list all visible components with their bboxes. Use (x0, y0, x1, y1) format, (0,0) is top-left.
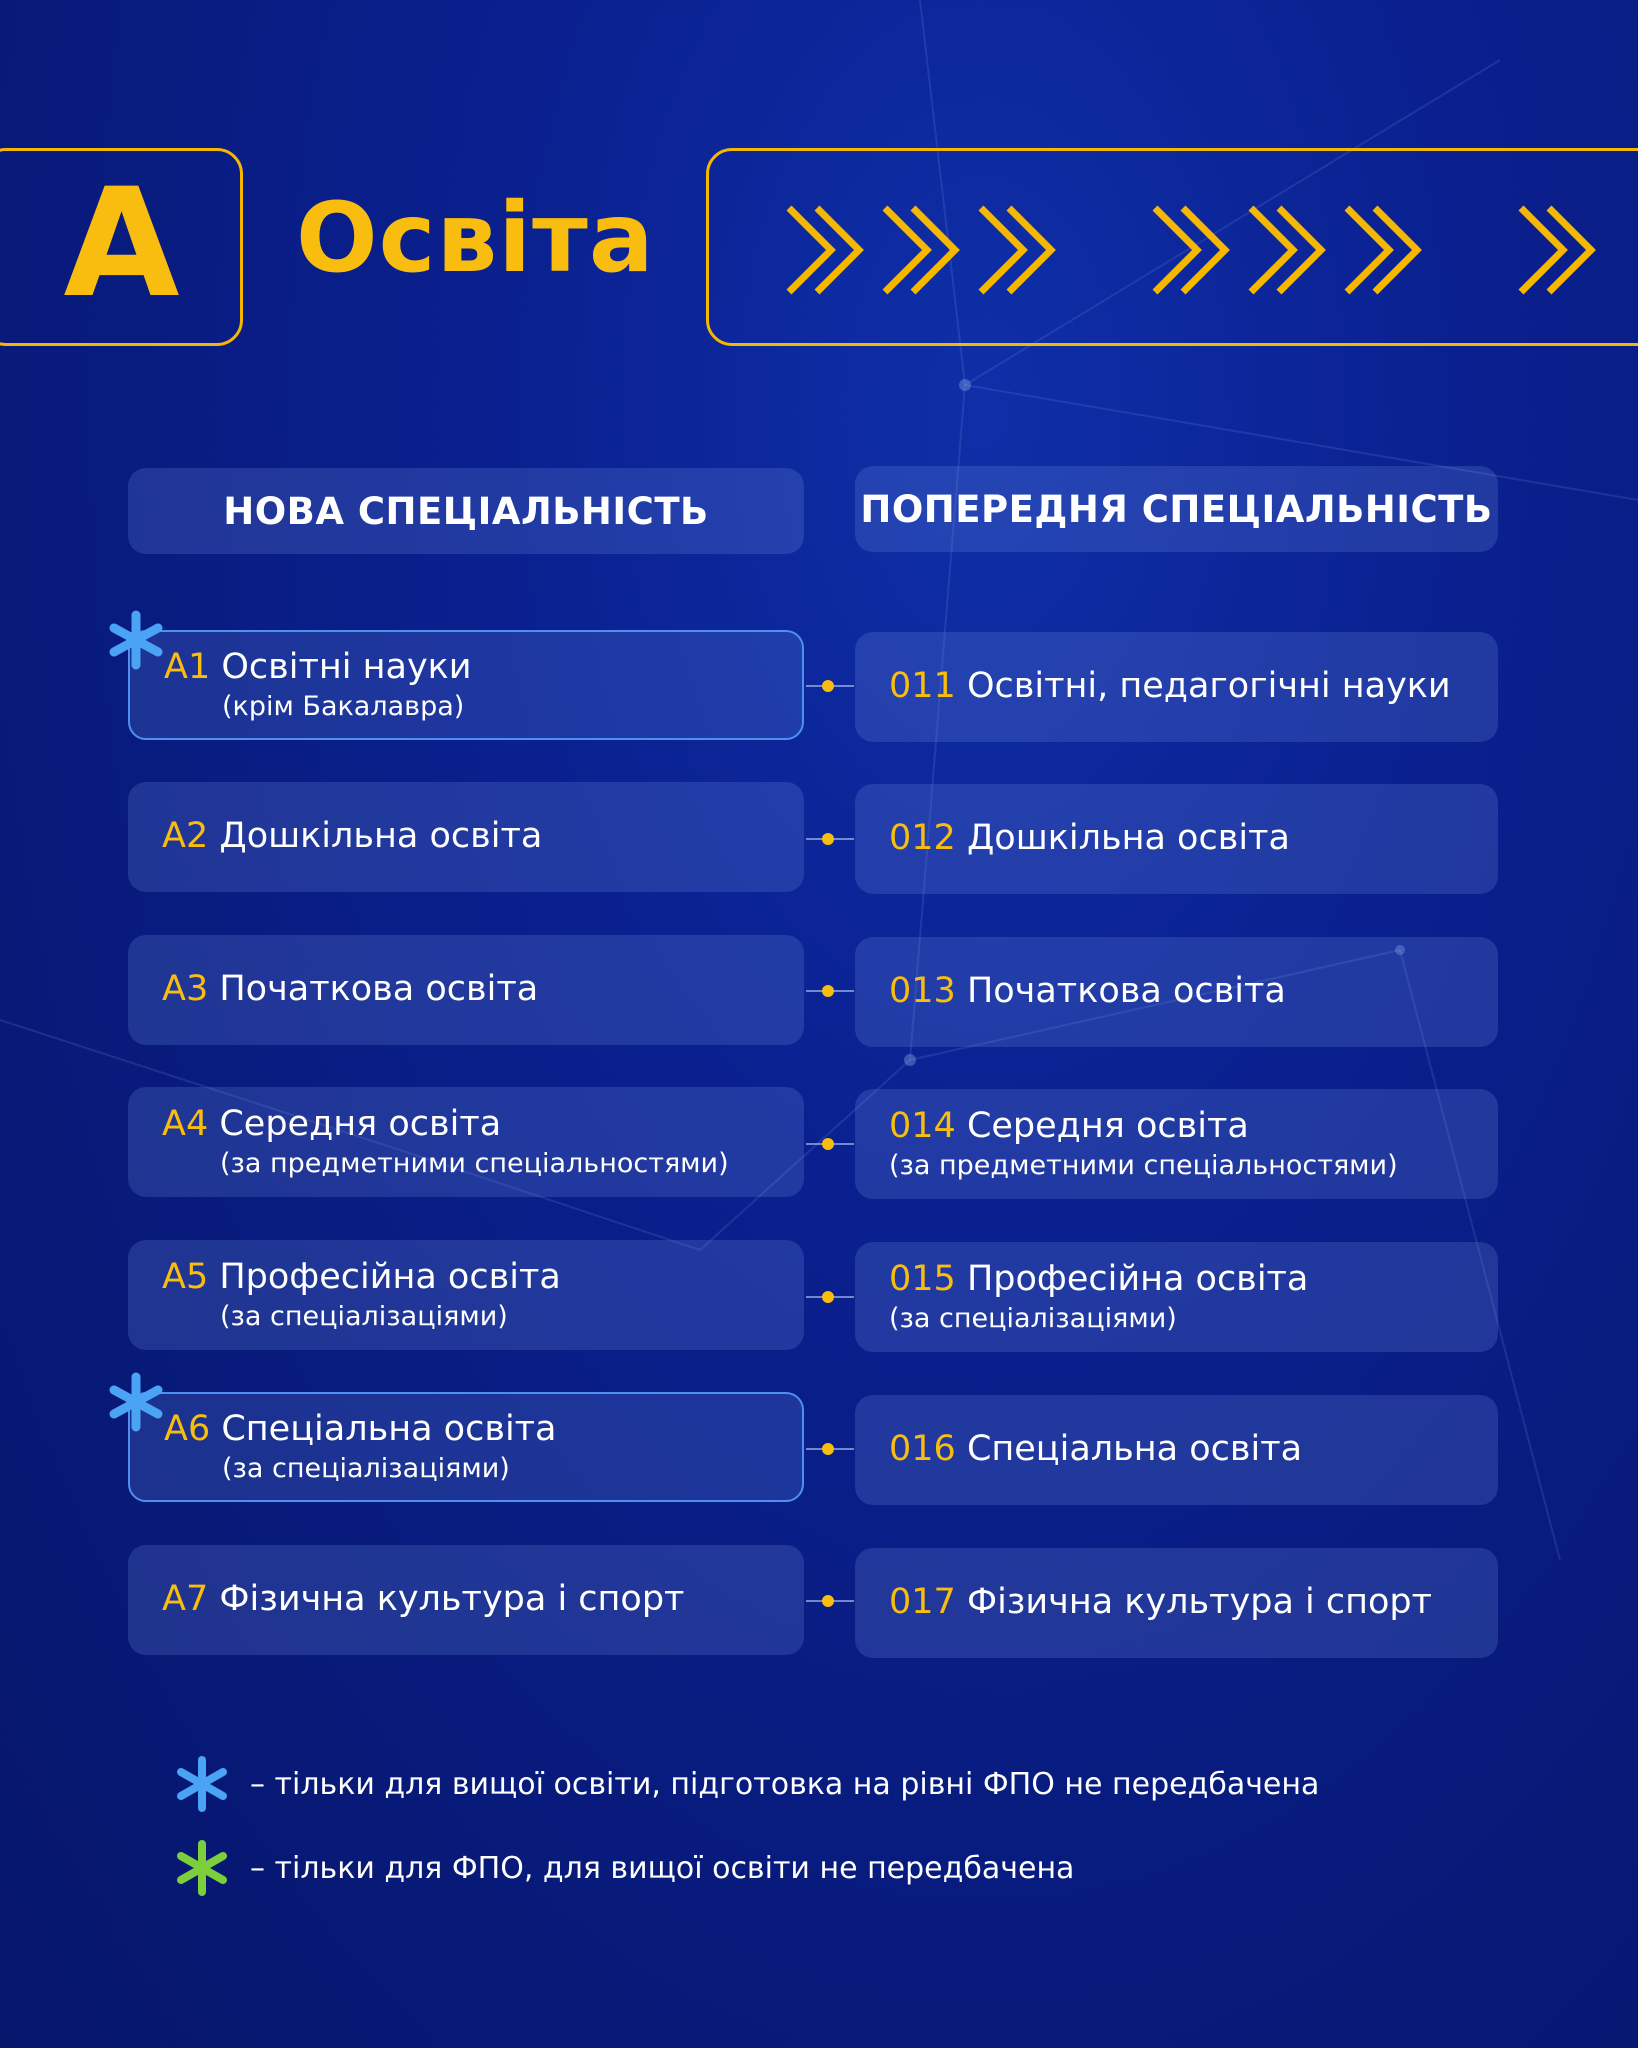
legend-item (172, 1754, 1319, 1814)
new-subtitle: (крім Бакалавра) (222, 691, 465, 723)
legend-text: – тільки для ФПО, для вищої освіти не передбачена (250, 1850, 1075, 1886)
connector-dot (822, 1138, 834, 1150)
chevron-arrows-icon (709, 151, 1638, 346)
previous-subtitle: (за спеціалізаціями) (889, 1303, 1177, 1335)
legend-text: – тільки для вищої освіти, підготовка на рівні ФПО не передбачена (250, 1766, 1320, 1802)
chevron-banner (706, 148, 1638, 346)
new-code: A4 (162, 1103, 209, 1144)
new-name: Освітні науки (221, 646, 472, 687)
new-subtitle: (за спеціалізаціями) (222, 1453, 510, 1485)
previous-code: 017 (889, 1582, 956, 1623)
new-code: A6 (164, 1408, 211, 1449)
previous-specialty-card (855, 784, 1498, 894)
previous-specialty-card (855, 1089, 1498, 1199)
green-asterisk-icon (172, 1838, 232, 1898)
previous-name: Освітні, педагогічні науки (966, 666, 1451, 707)
new-code: A1 (164, 646, 211, 687)
category-letter: A (63, 157, 180, 331)
previous-specialty-card (855, 632, 1498, 742)
legend-item (172, 1838, 1074, 1898)
new-specialty-card (128, 630, 804, 740)
new-code: A5 (162, 1256, 209, 1297)
previous-subtitle: (за предметними спеціальностями) (889, 1150, 1398, 1182)
blue-asterisk-icon (172, 1754, 232, 1814)
previous-specialty-card (855, 1242, 1498, 1352)
new-name: Фізична культура і спорт (219, 1579, 685, 1620)
previous-code: 013 (889, 971, 956, 1012)
column-header-new: НОВА СПЕЦІАЛЬНІСТЬ (128, 468, 804, 554)
previous-code: 015 (889, 1258, 956, 1299)
previous-name: Фізична культура і спорт (966, 1582, 1433, 1623)
new-specialty-card (128, 1240, 804, 1350)
new-code: A3 (162, 969, 209, 1010)
new-name: Спеціальна освіта (221, 1408, 557, 1449)
new-subtitle: (за спеціалізаціями) (220, 1301, 508, 1333)
previous-name: Початкова освіта (966, 971, 1286, 1012)
new-specialty-card (128, 1087, 804, 1197)
blue-asterisk-icon (104, 1370, 168, 1434)
new-name: Професійна освіта (219, 1256, 561, 1297)
previous-code: 014 (889, 1105, 956, 1146)
connector-dot (822, 985, 834, 997)
new-code: A2 (162, 816, 209, 857)
new-specialty-card (128, 1545, 804, 1655)
column-header-previous: ПОПЕРЕДНЯ СПЕЦІАЛЬНІСТЬ (855, 466, 1498, 552)
connector-dot (822, 680, 834, 692)
new-name: Дошкільна освіта (219, 816, 543, 857)
page-title: Освіта (296, 182, 655, 294)
previous-name: Середня освіта (966, 1105, 1249, 1146)
connector-dot (822, 1443, 834, 1455)
new-specialty-card (128, 935, 804, 1045)
new-specialty-card (128, 782, 804, 892)
connector-dot (822, 833, 834, 845)
new-name: Середня освіта (219, 1103, 502, 1144)
new-specialty-card (128, 1392, 804, 1502)
new-subtitle: (за предметними спеціальностями) (220, 1148, 729, 1180)
connector-dot (822, 1291, 834, 1303)
connector-dot (822, 1595, 834, 1607)
blue-asterisk-icon (104, 608, 168, 672)
previous-name: Дошкільна освіта (966, 818, 1290, 859)
new-code: A7 (162, 1579, 209, 1620)
previous-code: 012 (889, 818, 956, 859)
new-specialty-title (164, 646, 802, 690)
previous-specialty-card (855, 937, 1498, 1047)
previous-specialty-card (855, 1395, 1498, 1505)
previous-code: 016 (889, 1429, 956, 1470)
new-name: Початкова освіта (219, 969, 539, 1010)
previous-name: Спеціальна освіта (966, 1429, 1303, 1470)
previous-code: 011 (889, 666, 956, 707)
previous-name: Професійна освіта (966, 1258, 1309, 1299)
category-letter-box (0, 148, 243, 346)
previous-specialty-card (855, 1548, 1498, 1658)
